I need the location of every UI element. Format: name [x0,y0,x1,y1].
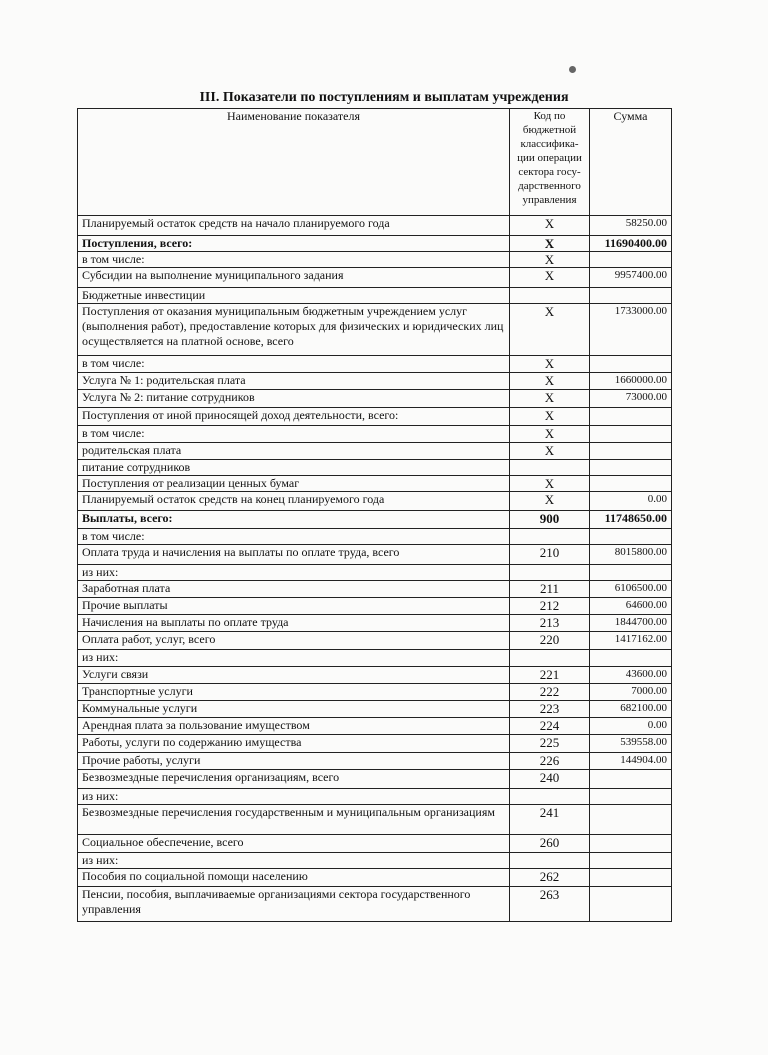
row-name: Транспортные услуги [78,684,510,701]
row-sum [590,789,672,805]
table-header-row [78,109,672,216]
row-sum: 73000.00 [590,390,672,408]
table-row [78,887,672,922]
row-sum [590,805,672,835]
table-row [78,869,672,887]
row-code: 212 [510,598,590,615]
row-code: X [510,390,590,408]
row-code: X [510,426,590,443]
row-code: 262 [510,869,590,887]
row-code: X [510,216,590,236]
row-code [510,460,590,476]
row-name: Работы, услуги по содержанию имущества [78,735,510,753]
table-row [78,718,672,735]
table-row [78,770,672,789]
row-name: Заработная плата [78,581,510,598]
row-sum: 58250.00 [590,216,672,236]
table-row [78,288,672,304]
row-sum: 9957400.00 [590,268,672,288]
row-code: X [510,492,590,511]
row-sum: 8015800.00 [590,545,672,565]
table-row [78,615,672,632]
row-sum: 0.00 [590,718,672,735]
row-name: Поступления от оказания муниципальным бюджетным учреждением услуг (выполнения работ), предоставление которых для физических и юридических лиц осуществляется на платной основе, всего [78,304,510,356]
row-sum [590,770,672,789]
row-sum: 144904.00 [590,753,672,770]
table-row [78,252,672,268]
row-code: X [510,408,590,426]
row-code: 900 [510,511,590,529]
row-name: Поступления от реализации ценных бумаг [78,476,510,492]
table-row [78,426,672,443]
row-name: Начисления на выплаты по оплате труда [78,615,510,632]
table-row [78,853,672,869]
row-sum: 1844700.00 [590,615,672,632]
row-code: X [510,373,590,390]
row-code: X [510,236,590,252]
header-code: Код по бюджетной классифика-ции операции сектора госу-дарственного управления [510,109,590,216]
table-row [78,581,672,598]
table-row [78,835,672,853]
row-sum [590,887,672,922]
row-name: Субсидии на выполнение муниципального задания [78,268,510,288]
table-row [78,529,672,545]
row-code: 225 [510,735,590,753]
row-code: 220 [510,632,590,650]
table-row [78,598,672,615]
row-sum [590,835,672,853]
row-sum: 0.00 [590,492,672,511]
row-code: X [510,443,590,460]
row-name: Оплата труда и начисления на выплаты по оплате труда, всего [78,545,510,565]
row-name: из них: [78,789,510,805]
row-code: 222 [510,684,590,701]
row-code: 210 [510,545,590,565]
row-sum [590,650,672,667]
row-sum: 682100.00 [590,701,672,718]
row-code: 226 [510,753,590,770]
table-row [78,268,672,288]
row-name: Выплаты, всего: [78,511,510,529]
table-row [78,373,672,390]
row-name: Услуги связи [78,667,510,684]
row-code: X [510,268,590,288]
table-row [78,735,672,753]
table-row [78,236,672,252]
row-name: из них: [78,565,510,581]
row-name: из них: [78,853,510,869]
row-sum [590,288,672,304]
table-row [78,701,672,718]
row-name: Планируемый остаток средств на начало планируемого года [78,216,510,236]
row-code: X [510,304,590,356]
row-sum: 1660000.00 [590,373,672,390]
row-name: Социальное обеспечение, всего [78,835,510,853]
table-row [78,632,672,650]
table-row [78,511,672,529]
row-code: 223 [510,701,590,718]
row-name: Арендная плата за пользование имуществом [78,718,510,735]
row-name: Услуга № 2: питание сотрудников [78,390,510,408]
row-sum [590,426,672,443]
table-row [78,565,672,581]
row-name: родительская плата [78,443,510,460]
row-code: X [510,356,590,373]
row-sum: 6106500.00 [590,581,672,598]
table-row [78,408,672,426]
indicators-table [77,108,672,922]
table-row [78,667,672,684]
table-row [78,492,672,511]
row-code: 221 [510,667,590,684]
row-sum [590,460,672,476]
row-name: Безвозмездные перечисления организациям, всего [78,770,510,789]
row-sum: 64600.00 [590,598,672,615]
table-row [78,304,672,356]
row-sum [590,529,672,545]
row-sum: 539558.00 [590,735,672,753]
row-sum [590,252,672,268]
row-sum [590,869,672,887]
header-sum: Сумма [590,109,672,216]
row-sum: 43600.00 [590,667,672,684]
row-code: 240 [510,770,590,789]
page-title: III. Показатели по поступлениям и выплатам учреждения [199,90,569,105]
row-name: Услуга № 1: родительская плата [78,373,510,390]
row-name: Пособия по социальной помощи населению [78,869,510,887]
row-name: Коммунальные услуги [78,701,510,718]
row-code [510,288,590,304]
row-sum: 7000.00 [590,684,672,701]
row-code: 224 [510,718,590,735]
row-sum [590,853,672,869]
row-code: X [510,252,590,268]
row-code: 241 [510,805,590,835]
row-code [510,565,590,581]
table-row [78,650,672,667]
table-row [78,684,672,701]
row-name: Планируемый остаток средств на конец планируемого года [78,492,510,511]
row-code: 260 [510,835,590,853]
row-name: в том числе: [78,529,510,545]
row-sum: 11690400.00 [590,236,672,252]
row-name: Поступления от иной приносящей доход деятельности, всего: [78,408,510,426]
row-name: Оплата работ, услуг, всего [78,632,510,650]
table-row [78,753,672,770]
row-sum: 1733000.00 [590,304,672,356]
row-sum [590,356,672,373]
row-sum: 11748650.00 [590,511,672,529]
row-name: из них: [78,650,510,667]
row-name: Прочие выплаты [78,598,510,615]
table-row [78,356,672,373]
table-body [78,216,672,922]
row-name: питание сотрудников [78,460,510,476]
table-row [78,216,672,236]
row-sum [590,443,672,460]
row-name: в том числе: [78,252,510,268]
table-row [78,789,672,805]
table-row [78,545,672,565]
row-name: в том числе: [78,356,510,373]
table-row [78,460,672,476]
scan-speck [569,66,576,73]
row-code: 211 [510,581,590,598]
row-sum [590,408,672,426]
row-sum [590,476,672,492]
row-sum: 1417162.00 [590,632,672,650]
row-code [510,650,590,667]
row-code: 213 [510,615,590,632]
table-row [78,476,672,492]
table-row [78,390,672,408]
row-sum [590,565,672,581]
row-code [510,853,590,869]
row-name: Прочие работы, услуги [78,753,510,770]
row-name: Бюджетные инвестиции [78,288,510,304]
table-row [78,805,672,835]
row-name: Пенсии, пособия, выплачиваемые организациями сектора государственного управления [78,887,510,922]
row-name: в том числе: [78,426,510,443]
row-name: Безвозмездные перечисления государственным и муниципальным организациям [78,805,510,835]
table-row [78,443,672,460]
row-code: 263 [510,887,590,922]
row-code [510,529,590,545]
row-code: X [510,476,590,492]
row-code [510,789,590,805]
row-name: Поступления, всего: [78,236,510,252]
header-name: Наименование показателя [78,109,510,216]
